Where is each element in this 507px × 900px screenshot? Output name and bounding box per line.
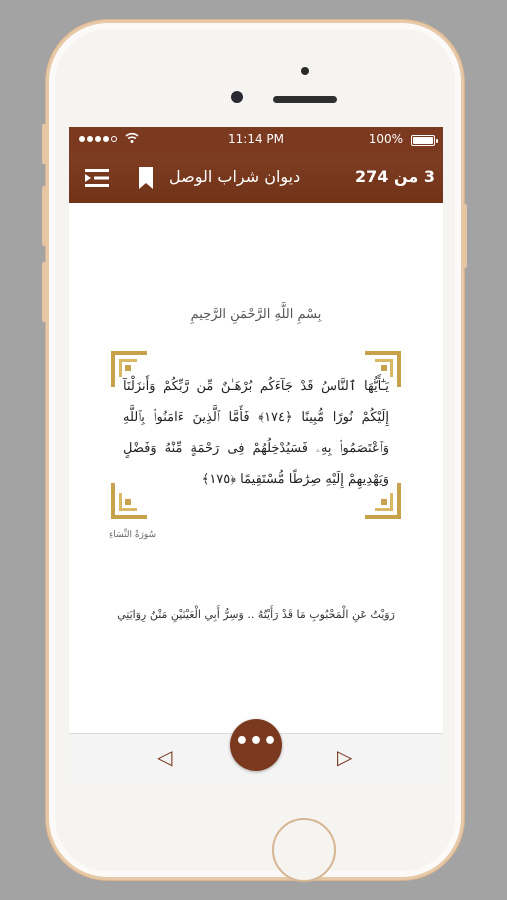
bookmark-icon[interactable] bbox=[135, 165, 157, 191]
more-options-button[interactable]: ••• bbox=[230, 719, 282, 771]
header-bar bbox=[69, 153, 443, 203]
quran-verses: يَـٰٓأَيُّهَا ٱلنَّاسُ قَدْ جَآءَكُم بُرْهَـٰنٌ مِّن رَّبِّكُمْ وَأَنزَلْنَآ إِلَيْكُمْ نُورًا مُّبِينًا ﴿١٧٤﴾ فَأَمَّا ٱلَّذِينَ ءَامَنُوا۟ بِٱللَّهِ وَٱعْتَصَمُوا۟ بِهِۦ فَسَيُدْخِلُهُمْ فِى رَحْمَةٍ مِّنْهُ وَفَضْلٍ وَيَهْدِيهِمْ إِلَيْهِ صِرَٰطًا مُّسْتَقِيمًا ﴿١٧٥﴾ bbox=[123, 379, 389, 487]
page-content bbox=[69, 203, 443, 733]
proximity-sensor bbox=[301, 67, 309, 75]
surah-name: سُورَةُ النِّسَاءِ bbox=[109, 530, 157, 540]
book-title: ديوان شراب الوصل bbox=[169, 167, 301, 186]
power-button bbox=[462, 204, 467, 268]
front-camera bbox=[231, 91, 243, 103]
earpiece-speaker bbox=[273, 96, 337, 103]
status-bar bbox=[69, 127, 443, 153]
basmala-text: بِسْمِ اللَّهِ الرَّحْمَنِ الرَّحِيمِ bbox=[190, 307, 322, 322]
home-button[interactable] bbox=[272, 818, 336, 882]
previous-page-button[interactable]: ◁ bbox=[157, 745, 173, 769]
menu-list-icon[interactable] bbox=[83, 166, 111, 190]
status-time: 11:14 PM bbox=[228, 132, 284, 146]
poem-verse: رَوَيْتُ عَنِ الْمَحْبُوبِ مَا قَدْ رَأَيْتُهُ .. وَسِرُّ أَبِي الْعَيْنَيْنِ مَتْنُ رِوَايَتِي bbox=[117, 608, 395, 621]
mute-switch bbox=[42, 124, 47, 164]
battery-percentage: 100% bbox=[368, 132, 403, 146]
battery-icon bbox=[411, 135, 435, 146]
page-counter: 3 من 274 bbox=[355, 167, 435, 186]
quran-verse-frame bbox=[111, 351, 401, 519]
volume-up-button bbox=[42, 186, 47, 246]
app-screen bbox=[69, 127, 443, 783]
next-page-button[interactable]: ▷ bbox=[337, 745, 353, 769]
volume-down-button bbox=[42, 262, 47, 322]
